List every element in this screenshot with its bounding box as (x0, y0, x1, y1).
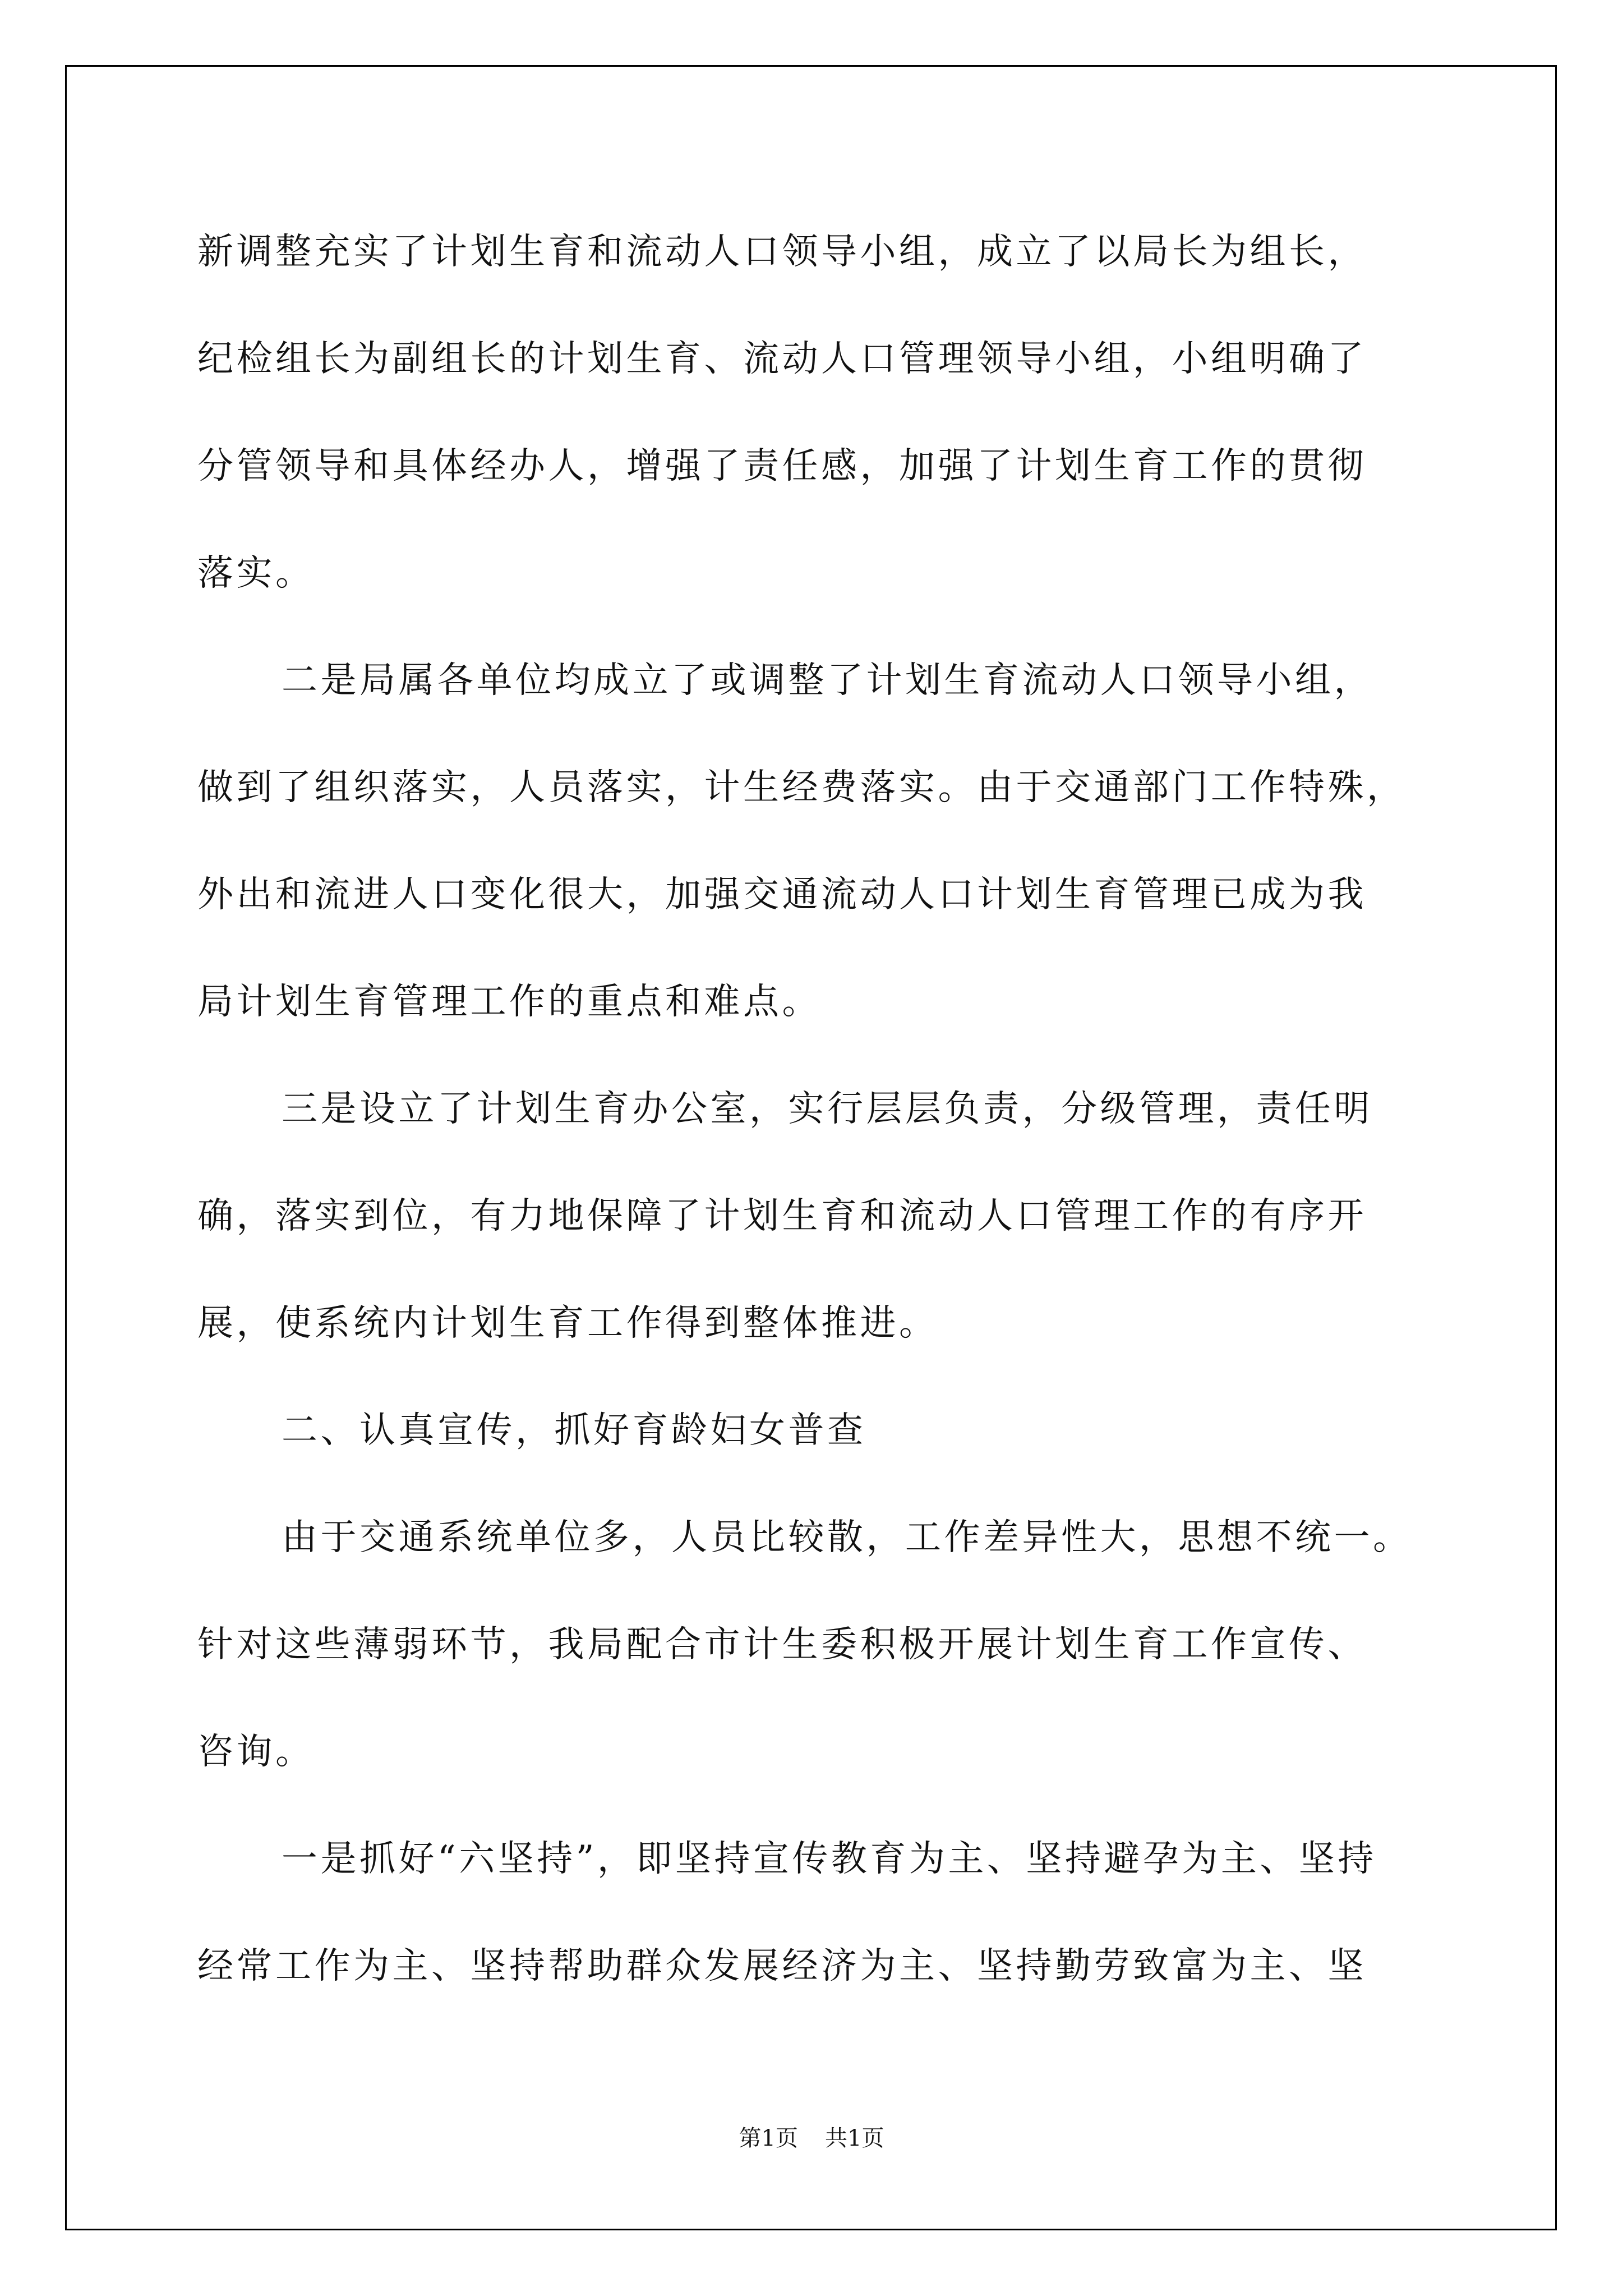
text-line: 分管领导和具体经办人，增强了责任感，加强了计划生育工作的贯彻 (197, 445, 1367, 487)
text-line: 纪检组长为副组长的计划生育、流动人口管理领导小组，小组明确了 (197, 338, 1367, 380)
section-heading: 二、认真宣传，抓好育龄妇女普查 (282, 1410, 866, 1451)
text-line: 针对这些薄弱环节，我局配合市计生委积极开展计划生育工作宣传、 (197, 1624, 1367, 1665)
page-number: 第1页 (739, 2125, 798, 2151)
text-line: 确，落实到位，有力地保障了计划生育和流动人口管理工作的有序开 (197, 1195, 1367, 1237)
document-body (197, 199, 1454, 2020)
text-line: 一是抓好“六坚持”，即坚持宣传教育为主、坚持避孕为主、坚持 (282, 1838, 1377, 1880)
text-line: 经常工作为主、坚持帮助群众发展经济为主、坚持勤劳致富为主、坚 (197, 1945, 1367, 1987)
page-total: 共1页 (825, 2125, 884, 2151)
text-line: 外出和流进人口变化很大，加强交通流动人口计划生育管理已成为我 (197, 874, 1367, 915)
text-line: 展，使系统内计划生育工作得到整体推进。 (197, 1303, 938, 1344)
text-line: 咨询。 (197, 1731, 315, 1773)
text-line: 局计划生育管理工作的重点和难点。 (197, 981, 821, 1023)
text-line: 做到了组织落实，人员落实，计生经费落实。由于交通部门工作特殊， (197, 767, 1406, 808)
text-line: 三是设立了计划生育办公室，实行层层负责，分级管理，责任明 (282, 1088, 1373, 1130)
text-line: 落实。 (197, 553, 315, 594)
text-line: 由于交通系统单位多，人员比较散，工作差异性大，思想不统一。 (282, 1517, 1412, 1558)
text-line: 新调整充实了计划生育和流动人口领导小组，成立了以局长为组长， (197, 231, 1367, 273)
page-footer (0, 2120, 1623, 2152)
text-line: 二是局属各单位均成立了或调整了计划生育流动人口领导小组， (282, 660, 1373, 701)
